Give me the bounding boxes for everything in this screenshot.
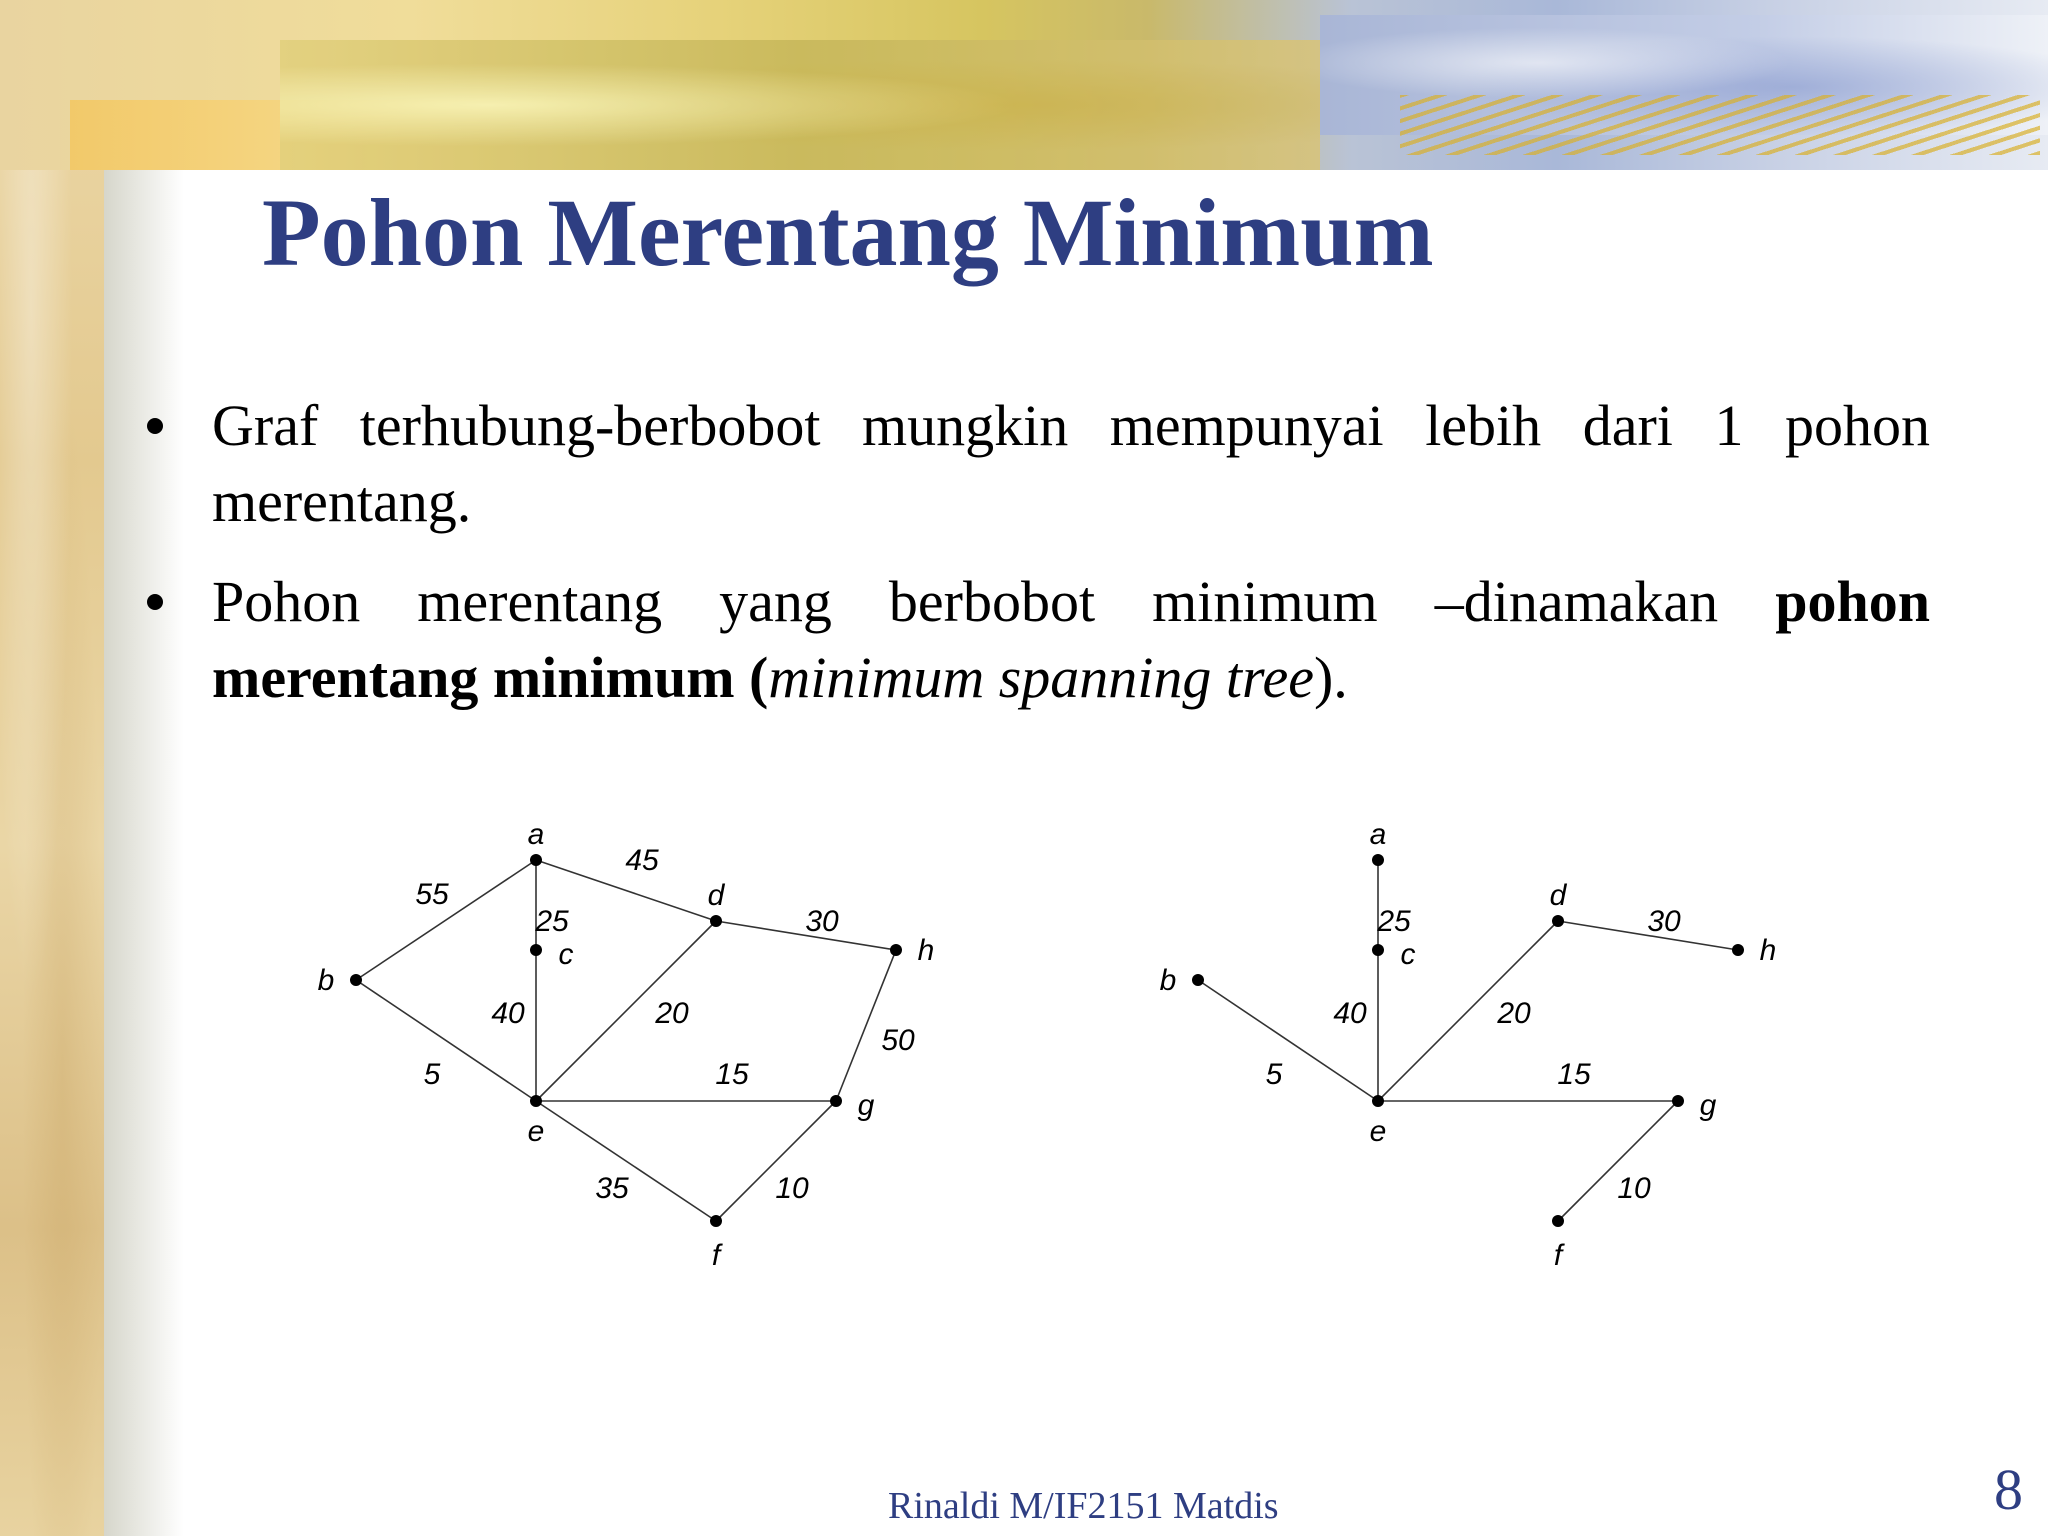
slide-title: Pohon Merentang Minimum xyxy=(262,179,1434,286)
bullet-term-bold: pohon merentang minimum xyxy=(212,569,1930,710)
node-label: a xyxy=(527,818,545,851)
node-label: g xyxy=(1699,1089,1717,1122)
node-d xyxy=(710,915,722,927)
node-a xyxy=(530,854,542,866)
bullet-text: Graf terhubung-berbobot mungkin mempunyai lebih dari 1 pohon merentang. xyxy=(212,393,1930,534)
graph-right xyxy=(1160,818,1777,1272)
node-label: h xyxy=(917,934,935,967)
node-a xyxy=(1372,854,1384,866)
edge-weight-label: 25 xyxy=(535,905,569,938)
node-g xyxy=(830,1095,842,1107)
edge-weight-label: 10 xyxy=(1617,1172,1651,1205)
edge-weight-label: 20 xyxy=(655,997,689,1030)
bullet-text-prefix: Pohon merentang yang berbobot minimum –dinamakan xyxy=(212,569,1776,634)
edge-weight-label: 20 xyxy=(1497,997,1531,1030)
node-b xyxy=(1192,974,1204,986)
edge-weight-label: 50 xyxy=(881,1024,915,1057)
bullet-term-italic: minimum spanning tree xyxy=(768,645,1314,710)
node-label: g xyxy=(857,1089,875,1122)
edge-weight-label: 15 xyxy=(715,1058,749,1091)
node-label: h xyxy=(1759,934,1777,967)
node-b xyxy=(350,974,362,986)
edge-weight-label: 30 xyxy=(805,905,839,938)
node-label: e xyxy=(1369,1115,1387,1148)
edge-weight-label: 5 xyxy=(1265,1058,1283,1091)
node-e xyxy=(1372,1095,1384,1107)
node-e xyxy=(530,1095,542,1107)
node-f xyxy=(710,1215,722,1227)
edge-weight-label: 15 xyxy=(1557,1058,1591,1091)
node-f xyxy=(1552,1215,1564,1227)
node-d xyxy=(1552,915,1564,927)
edge-weight-label: 40 xyxy=(491,997,525,1030)
node-label: f xyxy=(1553,1239,1563,1272)
edge-weight-label: 35 xyxy=(595,1172,629,1205)
edge-weight-label: 55 xyxy=(415,878,449,911)
bullet-close-paren: ). xyxy=(1313,645,1348,710)
edge-weight-label: 30 xyxy=(1647,905,1681,938)
page-number: 8 xyxy=(1994,1457,2023,1522)
node-label: e xyxy=(527,1115,545,1148)
node-label: a xyxy=(1369,818,1387,851)
node-g xyxy=(1672,1095,1684,1107)
bullet-open-paren: ( xyxy=(734,645,769,710)
node-h xyxy=(890,944,902,956)
node-c xyxy=(530,944,542,956)
node-label: d xyxy=(707,879,725,912)
edge-weight-label: 5 xyxy=(423,1058,441,1091)
edge-weight-label: 25 xyxy=(1377,905,1411,938)
node-label: c xyxy=(558,938,574,971)
edge-weight-label: 10 xyxy=(775,1172,809,1205)
node-label: b xyxy=(317,964,335,997)
node-label: c xyxy=(1400,938,1416,971)
node-label: b xyxy=(1159,964,1177,997)
node-label: f xyxy=(711,1239,721,1272)
node-label: d xyxy=(1549,879,1567,912)
slide-footer: Rinaldi M/IF2151 Matdis xyxy=(888,1485,1279,1527)
node-c xyxy=(1372,944,1384,956)
node-h xyxy=(1732,944,1744,956)
graph-left xyxy=(318,818,935,1272)
edge-weight-label: 40 xyxy=(1333,997,1367,1030)
edge-weight-label: 45 xyxy=(625,844,659,877)
